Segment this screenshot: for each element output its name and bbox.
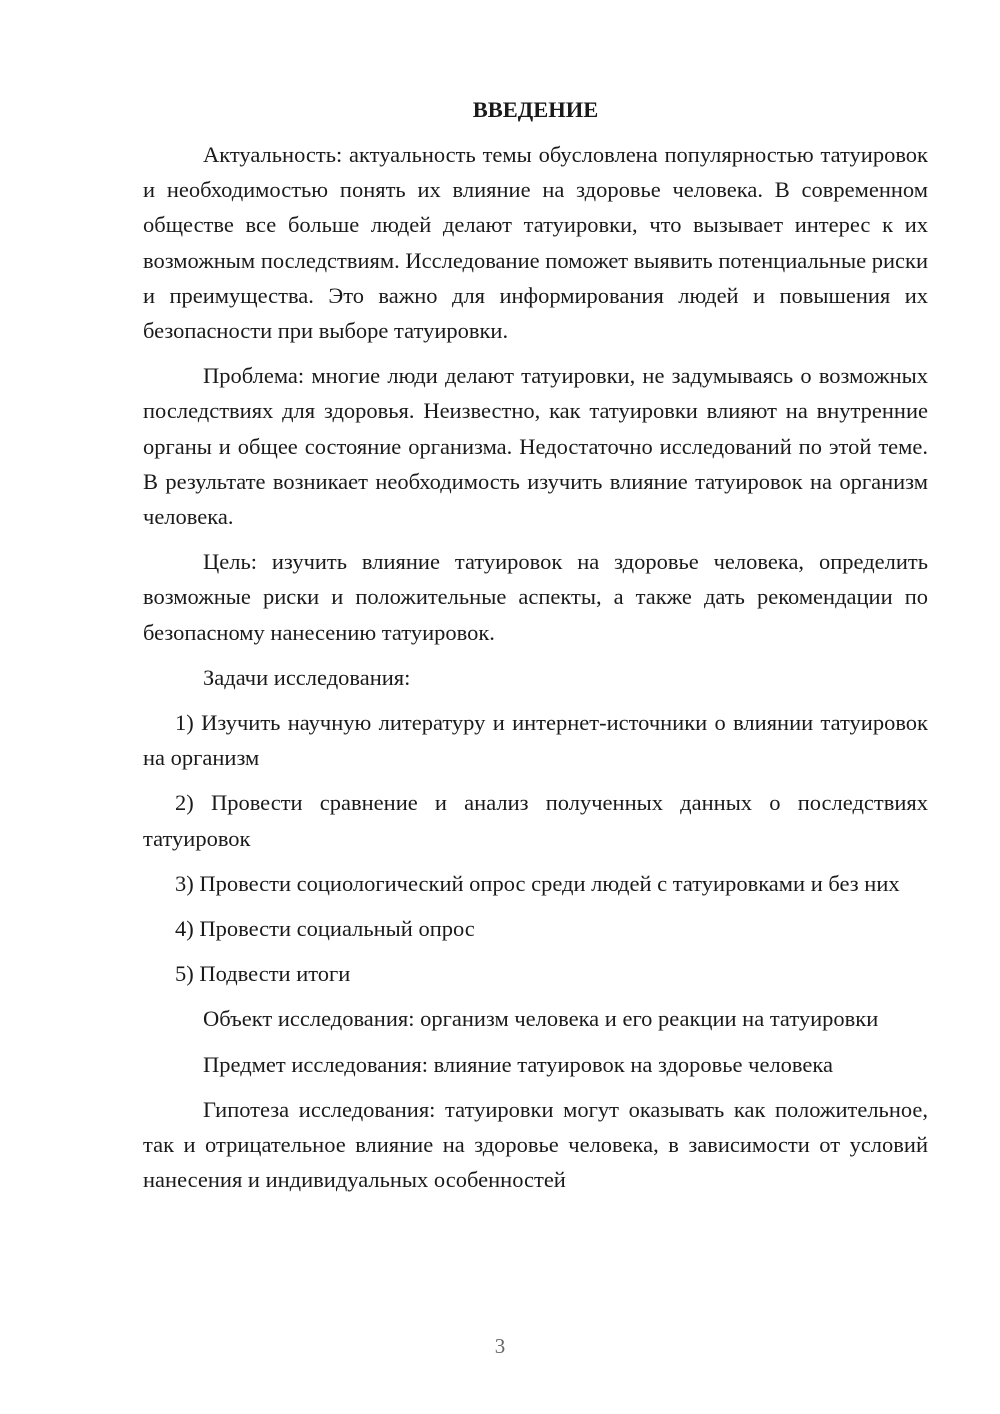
- paragraph-relevance: Актуальность: актуальность темы обусловлена популярностью татуировок и необходимостью понять их влияние на здоровье человека. В современном обществе все больше людей делают татуировки, что вызывает интерес к их возможным последствиям. Исследование поможет выявить потенциальные риски и преимущества. Это важно для информирования людей и повышения их безопасности при выборе татуировки.: [143, 142, 928, 344]
- paragraph-hypothesis: Гипотеза исследования: татуировки могут оказывать как положительное, так и отрицательное влияние на здоровье человека, в зависимости от условий нанесения и индивидуальных особенностей: [143, 1096, 928, 1193]
- task-item-1: 1) Изучить научную литературу и интернет-источники о влиянии татуировок на организм: [143, 710, 928, 771]
- paragraph-object: Объект исследования: организм человека и его реакции на татуировки: [203, 1006, 879, 1032]
- task-item-5: 5) Подвести итоги: [175, 961, 351, 987]
- page-number: 3: [494, 1334, 506, 1358]
- document-page: [143, 92, 928, 1207]
- task-item-4: 4) Провести социальный опрос: [175, 916, 475, 942]
- task-item-3: 3) Провести социологический опрос среди людей с татуировками и без них: [175, 870, 900, 896]
- section-title: ВВЕДЕНИЕ: [472, 97, 599, 122]
- paragraph-subject: Предмет исследования: влияние татуировок на здоровье человека: [203, 1051, 833, 1077]
- paragraph-tasks-heading: Задачи исследования:: [203, 664, 411, 690]
- task-item-2: 2) Провести сравнение и анализ полученных данных о последствиях татуировок: [143, 790, 928, 851]
- paragraph-goal: Цель: изучить влияние татуировок на здоровье человека, определить возможные риски и положительные аспекты, а также дать рекомендации по безопасному нанесению татуировок.: [143, 549, 928, 645]
- paragraph-problem: Проблема: многие люди делают татуировки, не задумываясь о возможных последствиях для здоровья. Неизвестно, как татуировки влияют на внутренние органы и общее состояние организма. Недостаточно исследований по этой теме. В результате возникает необходимость изучить влияние татуировок на организм человека.: [143, 363, 928, 530]
